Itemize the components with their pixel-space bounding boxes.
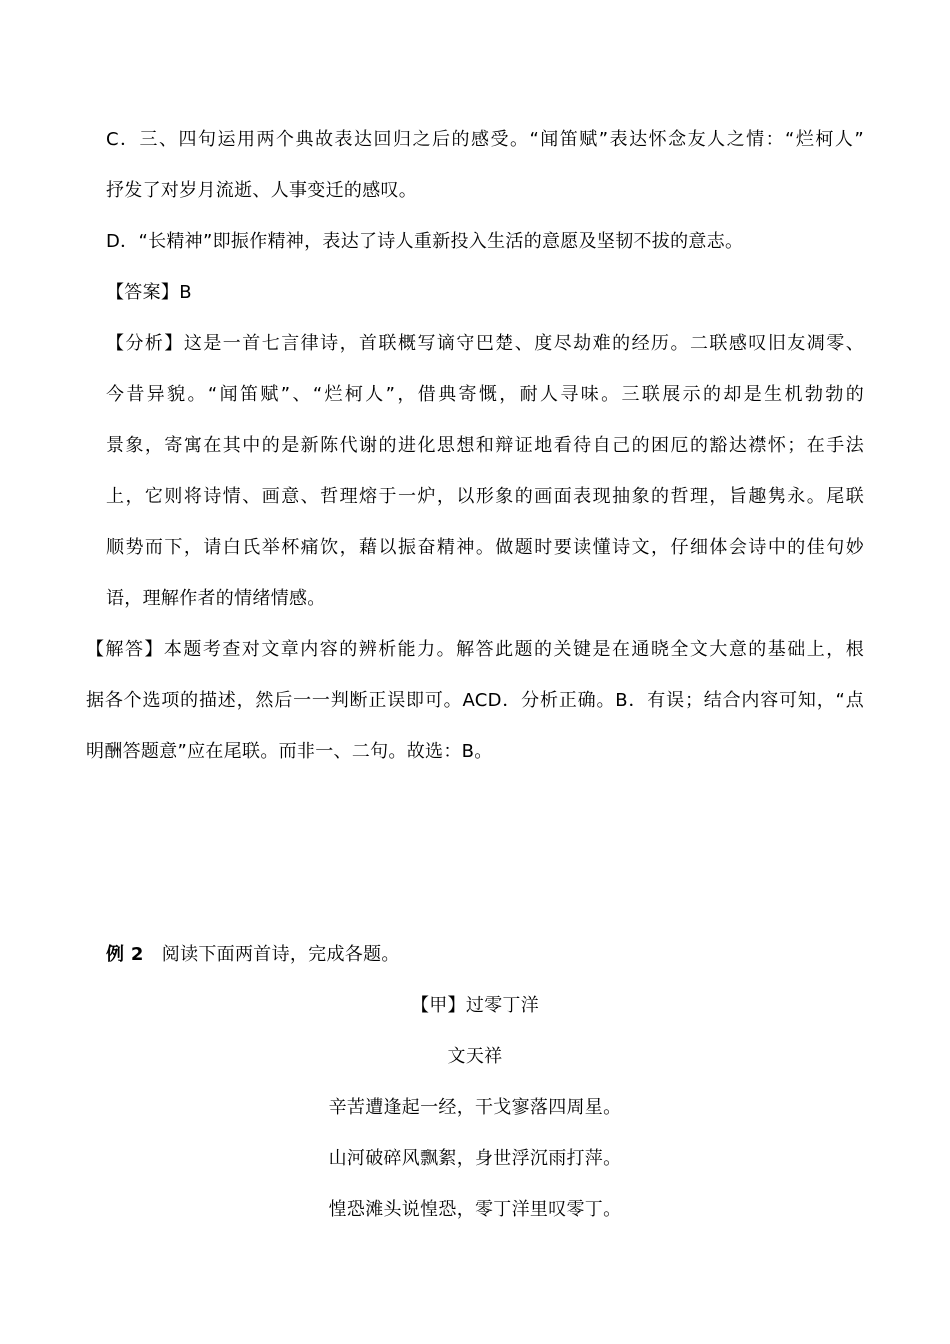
poem-line-3: 惶恐滩头说惶恐，零丁洋里叹零丁。 — [328, 1199, 622, 1220]
answer-line: 【答案】B — [106, 282, 192, 303]
poem-title: 【甲】过零丁洋 — [410, 995, 540, 1016]
analysis-line-1: 【分析】这是一首七言律诗，首联概写谪守巴楚、度尽劫难的经历。二联感叹旧友凋零、 — [106, 333, 864, 354]
poem-line-1: 辛苦遭逢起一经，干戈寥落四周星。 — [328, 1097, 622, 1118]
solution-line-2: 据各个选项的描述，然后一一判断正误即可。ACD．分析正确。B．有误；结合内容可知，“点 — [86, 690, 864, 711]
solution-line-3: 明酬答题意”应在尾联。而非一、二句。故选：B。 — [86, 741, 493, 762]
analysis-line-6: 语，理解作者的情绪情感。 — [106, 588, 326, 609]
poem-line-2: 山河破碎风飘絮，身世浮沉雨打萍。 — [328, 1148, 622, 1169]
analysis-line-2: 今昔异貌。“闻笛赋”、“烂柯人”，借典寄慨，耐人寻味。三联展示的却是生机勃勃的 — [106, 384, 864, 405]
analysis-line-3: 景象，寄寓在其中的是新陈代谢的进化思想和辩证地看待自己的困厄的豁达襟怀；在手法 — [106, 435, 864, 456]
analysis-line-4: 上，它则将诗情、画意、哲理熔于一炉，以形象的画面表现抽象的哲理，旨趣隽永。尾联 — [106, 486, 864, 507]
option-c-line-1: C．三、四句运用两个典故表达回归之后的感受。“闻笛赋”表达怀念友人之情：“烂柯人” — [106, 129, 864, 150]
option-c-line-2: 抒发了对岁月流逝、人事变迁的感叹。 — [106, 180, 418, 201]
example-2-prompt: 阅读下面两首诗，完成各题。 — [161, 944, 400, 965]
option-d-line-1: D．“长精神”即振作精神，表达了诗人重新投入生活的意愿及坚韧不拔的意志。 — [106, 231, 744, 252]
solution-line-1: 【解答】本题考查对文章内容的辨析能力。解答此题的关键是在通晓全文大意的基础上，根 — [86, 639, 864, 660]
example-2-heading — [106, 942, 400, 968]
analysis-line-5: 顺势而下，请白氏举杯痛饮，藉以振奋精神。做题时要读懂诗文，仔细体会诗中的佳句妙 — [106, 537, 864, 558]
poem-author: 文天祥 — [447, 1046, 503, 1067]
example-2-label: 例 2 — [106, 944, 144, 965]
